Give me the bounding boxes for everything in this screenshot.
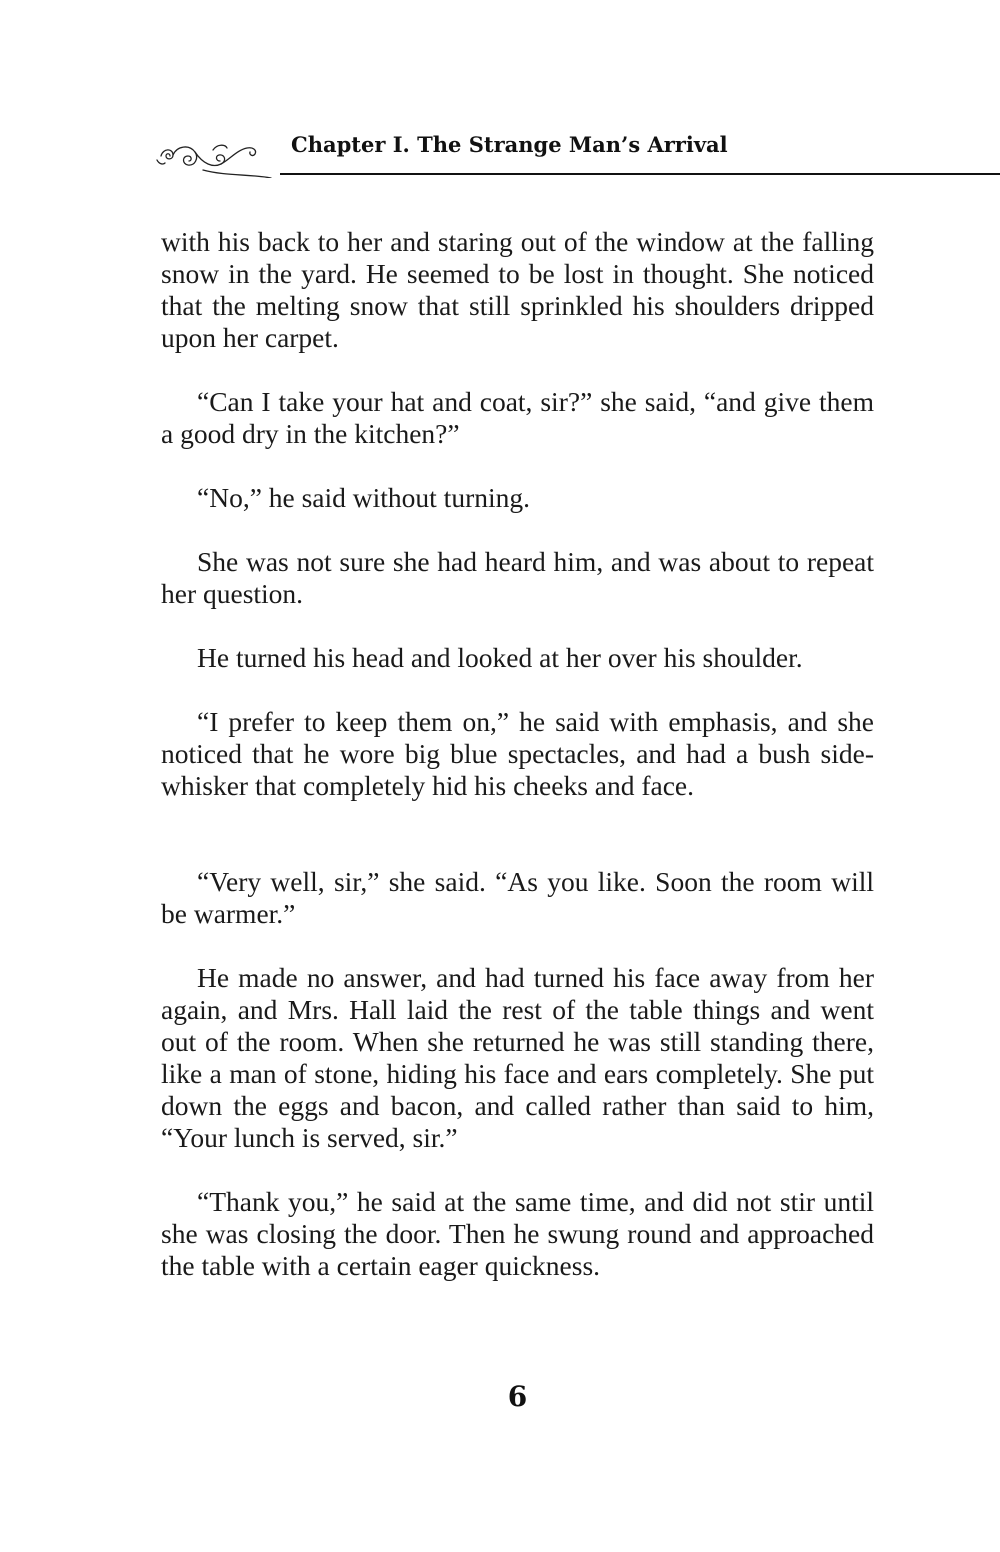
- body-text: [161, 226, 874, 1314]
- paragraph: “Thank you,” he said at the same time, and did not stir until she was closing the door. Then he swung round and approached the table with a certain eager quickness.: [161, 1186, 874, 1281]
- chapter-title: Chapter I. The Strange Man’s Arrival: [291, 132, 728, 157]
- page-header: [0, 128, 1000, 188]
- page-number: 6: [507, 1380, 528, 1413]
- paragraph: “I prefer to keep them on,” he said with emphasis, and she noticed that he wore big blue spectacles, and had a bush side-whisker that completely hid his cheeks and face.: [161, 706, 874, 801]
- paragraph: He made no answer, and had turned his face away from her again, and Mrs. Hall laid the rest of the table things and went out of the room. When she returned he was still standing there, like a man of stone, hiding his face and ears completely. She put down the eggs and bacon, and called rather than said to him, “Your lunch is served, sir.”: [161, 962, 874, 1153]
- paragraph: “No,” he said without turning.: [197, 482, 530, 513]
- paragraph: He turned his head and looked at her over his shoulder.: [197, 642, 803, 673]
- paragraph: She was not sure she had heard him, and was about to repeat her question.: [161, 546, 874, 609]
- flourish-ornament-icon: [155, 134, 273, 178]
- header-rule: [280, 173, 1000, 175]
- paragraph: “Can I take your hat and coat, sir?” she said, “and give them a good dry in the kitchen?”: [161, 386, 874, 449]
- paragraph: with his back to her and staring out of the window at the falling snow in the yard. He seemed to be lost in thought. She noticed that the melting snow that still sprinkled his shoulders dripped upon her carpet.: [161, 226, 874, 353]
- paragraph: “Very well, sir,” she said. “As you like. Soon the room will be warmer.”: [161, 866, 874, 929]
